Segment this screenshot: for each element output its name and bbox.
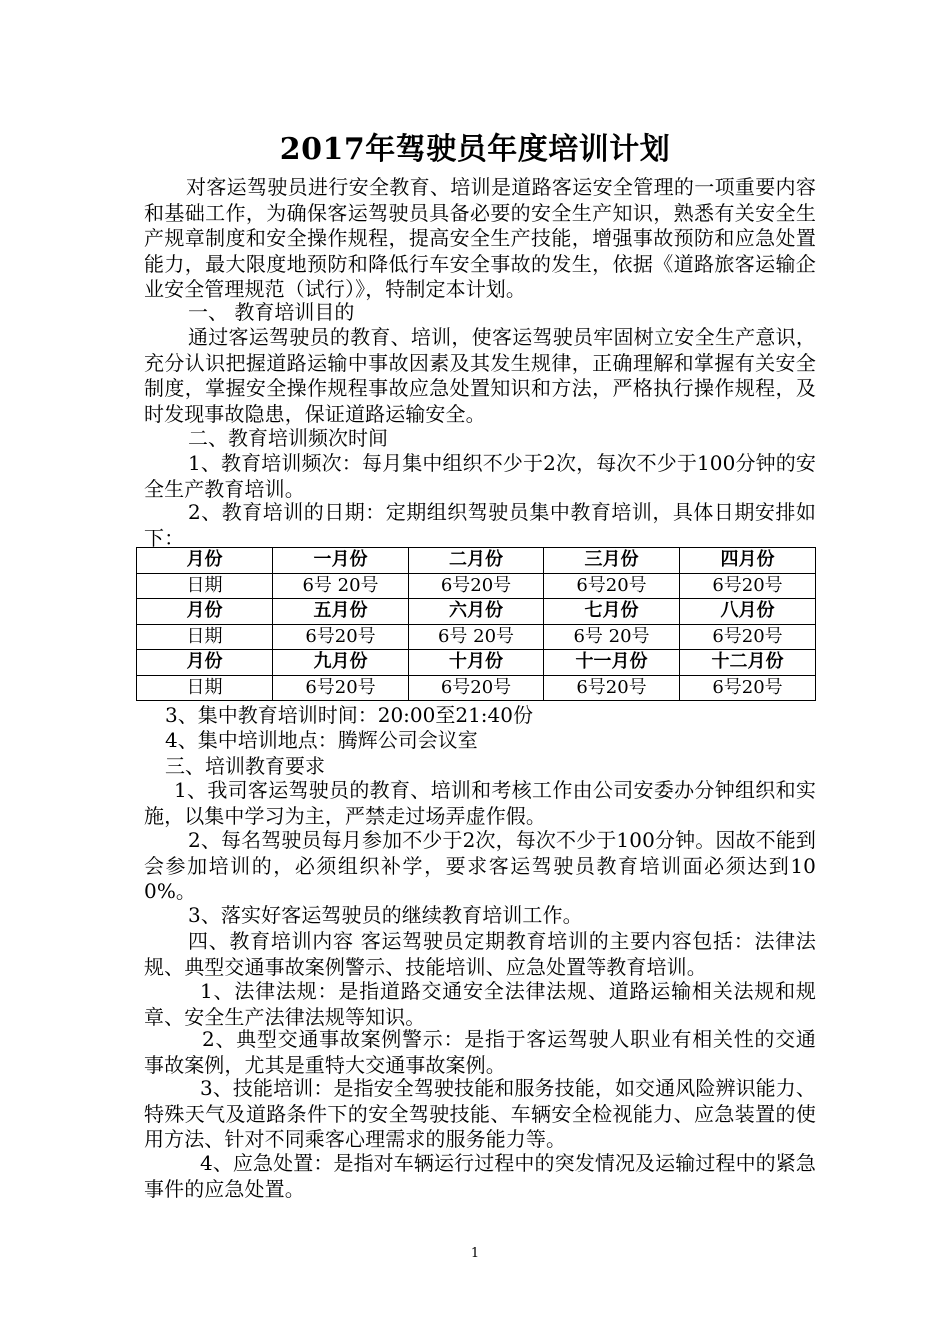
section2-item3: 3、集中教育培训时间：20:00至21:40份 [165, 703, 533, 727]
table-cell: 日期 [137, 573, 273, 599]
table-cell: 6号20号 [409, 573, 544, 599]
section3-item1: 1、我司客运驾驶员的教育、培训和考核工作由公司安委办分钟组织和实施，以集中学习为主，严禁走过场弄虚作假。 [144, 778, 816, 828]
table-row [137, 624, 816, 650]
document-title: 2017年驾驶员年度培训计划 [279, 132, 671, 167]
table-cell: 日期 [137, 675, 273, 701]
section2-item2: 2、教育培训的日期：定期组织驾驶员集中教育培训，具体日期安排如下： [144, 500, 816, 550]
section1-heading: 一、 教育培训目的 [188, 300, 355, 324]
page-number: 1 [470, 1246, 480, 1261]
table-cell: 一月份 [273, 548, 409, 574]
table-cell: 五月份 [273, 599, 409, 625]
table-cell: 月份 [137, 599, 273, 625]
table-row [137, 573, 816, 599]
table-cell: 八月份 [680, 599, 816, 625]
section2-heading: 二、教育培训频次时间 [188, 426, 388, 450]
table-cell: 6号 20号 [273, 573, 409, 599]
section4-item4: 4、应急处置：是指对车辆运行过程中的突发情况及运输过程中的紧急事件的应急处置。 [144, 1151, 816, 1201]
table-cell: 6号20号 [680, 573, 816, 599]
section2-item1: 1、教育培训频次：每月集中组织不少于2次，每次不少于100分钟的安全生产教育培训。 [144, 451, 816, 501]
table-cell: 6号20号 [273, 675, 409, 701]
table-cell: 6号20号 [680, 624, 816, 650]
section1-body: 通过客运驾驶员的教育、培训，使客运驾驶员牢固树立安全生产意识，充分认识把握道路运输中事故因素及其发生规律，正确理解和掌握有关安全制度，掌握安全操作规程事故应急处置知识和方法，严格执行操作规程，及时发现事故隐患，保证道路运输安全。 [144, 325, 816, 426]
section4-intro: 四、教育培训内容 客运驾驶员定期教育培训的主要内容包括：法律法规、典型交通事故案例警示、技能培训、应急处置等教育培训。 [144, 929, 816, 979]
table-cell: 十一月份 [544, 650, 680, 676]
section4-item1: 1、法律法规：是指道路交通安全法律法规、道路运输相关法规和规章、安全生产法律法规等知识。 [144, 979, 816, 1029]
table-cell: 6号20号 [409, 675, 544, 701]
table-cell: 三月份 [544, 548, 680, 574]
training-schedule-table [136, 547, 816, 701]
section3-item3: 3、落实好客运驾驶员的继续教育培训工作。 [188, 903, 583, 927]
table-cell: 十二月份 [680, 650, 816, 676]
table-cell: 四月份 [680, 548, 816, 574]
table-cell: 6号 20号 [544, 624, 680, 650]
table-cell: 日期 [137, 624, 273, 650]
table-cell: 九月份 [273, 650, 409, 676]
table-cell: 二月份 [409, 548, 544, 574]
section4-item3: 3、技能培训：是指安全驾驶技能和服务技能，如交通风险辨识能力、特殊天气及道路条件下的安全驾驶技能、车辆安全检视能力、应急装置的使用方法、针对不同乘客心理需求的服务能力等。 [144, 1076, 816, 1151]
intro-paragraph: 对客运驾驶员进行安全教育、培训是道路客运安全管理的一项重要内容和基础工作，为确保客运驾驶员具备必要的安全生产知识，熟悉有关安全生产规章制度和安全操作规程，提高安全生产技能，增强事故预防和应急处置能力，最大限度地预防和降低行车安全事故的发生，依据《道路旅客运输企业安全管理规范（试行）》，特制定本计划。 [144, 175, 816, 301]
section2-item4: 4、集中培训地点：腾辉公司会议室 [165, 728, 478, 752]
table-cell: 六月份 [409, 599, 544, 625]
table-row [137, 675, 816, 701]
table-cell: 6号20号 [680, 675, 816, 701]
table-cell: 6号 20号 [409, 624, 544, 650]
table-cell: 6号20号 [544, 675, 680, 701]
table-row [137, 599, 816, 625]
table-cell: 月份 [137, 650, 273, 676]
table-cell: 6号20号 [544, 573, 680, 599]
section4-item2: 2、典型交通事故案例警示：是指于客运驾驶人职业有相关性的交通事故案例，尤其是重特大交通事故案例。 [144, 1027, 816, 1077]
section3-item2: 2、每名驾驶员每月参加不少于2次，每次不少于100分钟。因故不能到会参加培训的，必须组织补学，要求客运驾驶员教育培训面必须达到100%。 [144, 828, 816, 903]
table-row [137, 548, 816, 574]
table-row [137, 650, 816, 676]
section3-heading: 三、培训教育要求 [165, 754, 325, 778]
table-cell: 月份 [137, 548, 273, 574]
table-cell: 七月份 [544, 599, 680, 625]
table-cell: 十月份 [409, 650, 544, 676]
table-cell: 6号20号 [273, 624, 409, 650]
